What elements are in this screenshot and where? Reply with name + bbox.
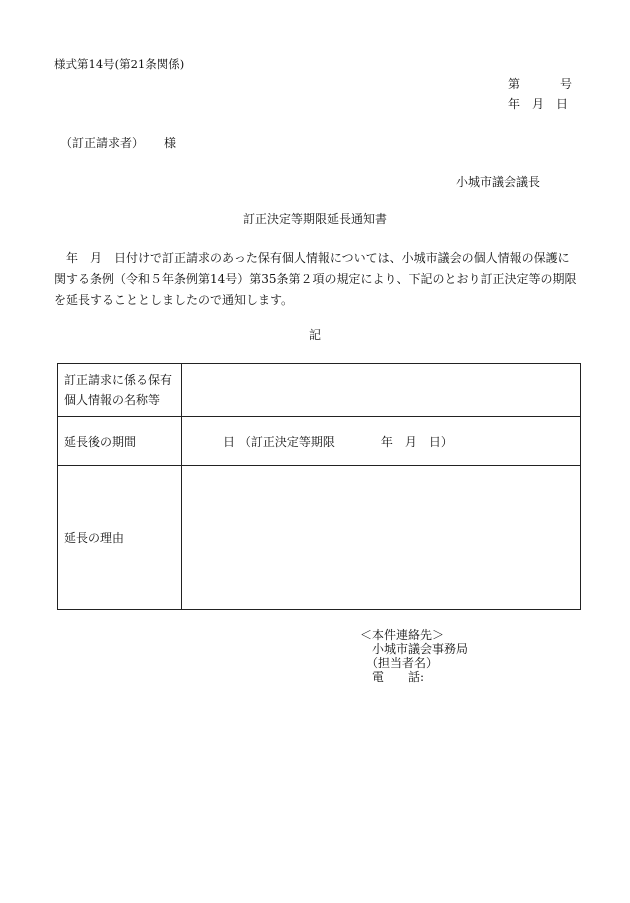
period-day: 日: [223, 434, 236, 449]
body-line: 関する条例（令和５年条例第14号）第35条第２項の規定により、下記のとおり訂正決定等の期限: [54, 272, 577, 286]
document-title: 訂正決定等期限延長通知書: [242, 212, 387, 226]
info-name-value[interactable]: [182, 364, 581, 417]
extended-period-value[interactable]: [182, 417, 581, 466]
table-row: [58, 364, 581, 417]
info-name-label: [58, 364, 182, 417]
table-row: [58, 417, 581, 466]
recipient: [60, 135, 176, 151]
contact-tel: 電 話:: [372, 670, 425, 684]
recipient-name: （訂正請求者）: [60, 136, 145, 150]
body-line: を延長することとしましたので通知します。: [54, 293, 294, 307]
issuer: 小城市議会議長: [456, 175, 541, 189]
table-row: [58, 466, 581, 610]
contact-info: [360, 628, 468, 684]
document-date: 年 月 日: [508, 97, 569, 111]
info-name-label-line: 訂正請求に係る保有: [64, 373, 173, 387]
document-number-suffix: 号: [560, 77, 573, 91]
form-number: 様式第14号(第21条関係): [54, 57, 185, 71]
contact-office: 小城市議会事務局: [372, 642, 469, 656]
extension-reason-label: 延長の理由: [58, 466, 182, 610]
period-deadline-label: （訂正決定等期限: [238, 434, 335, 449]
contact-heading: ＜本件連絡先＞: [360, 628, 445, 642]
ki-heading: 記: [308, 328, 321, 342]
details-table: [57, 363, 581, 610]
extension-reason-value[interactable]: [182, 466, 581, 610]
recipient-honorific: 様: [164, 136, 177, 150]
body-text: [54, 248, 582, 311]
body-line: 年 月 日付けで訂正請求のあった保有個人情報については、小城市議会の個人情報の保護に: [54, 251, 570, 265]
period-deadline-date: 年 月 日）: [380, 434, 453, 449]
contact-person: （担当者名）: [366, 656, 439, 670]
info-name-label-line: 個人情報の名称等: [64, 393, 161, 407]
extended-period-label: 延長後の期間: [58, 417, 182, 466]
document-number-prefix: 第: [508, 77, 521, 91]
